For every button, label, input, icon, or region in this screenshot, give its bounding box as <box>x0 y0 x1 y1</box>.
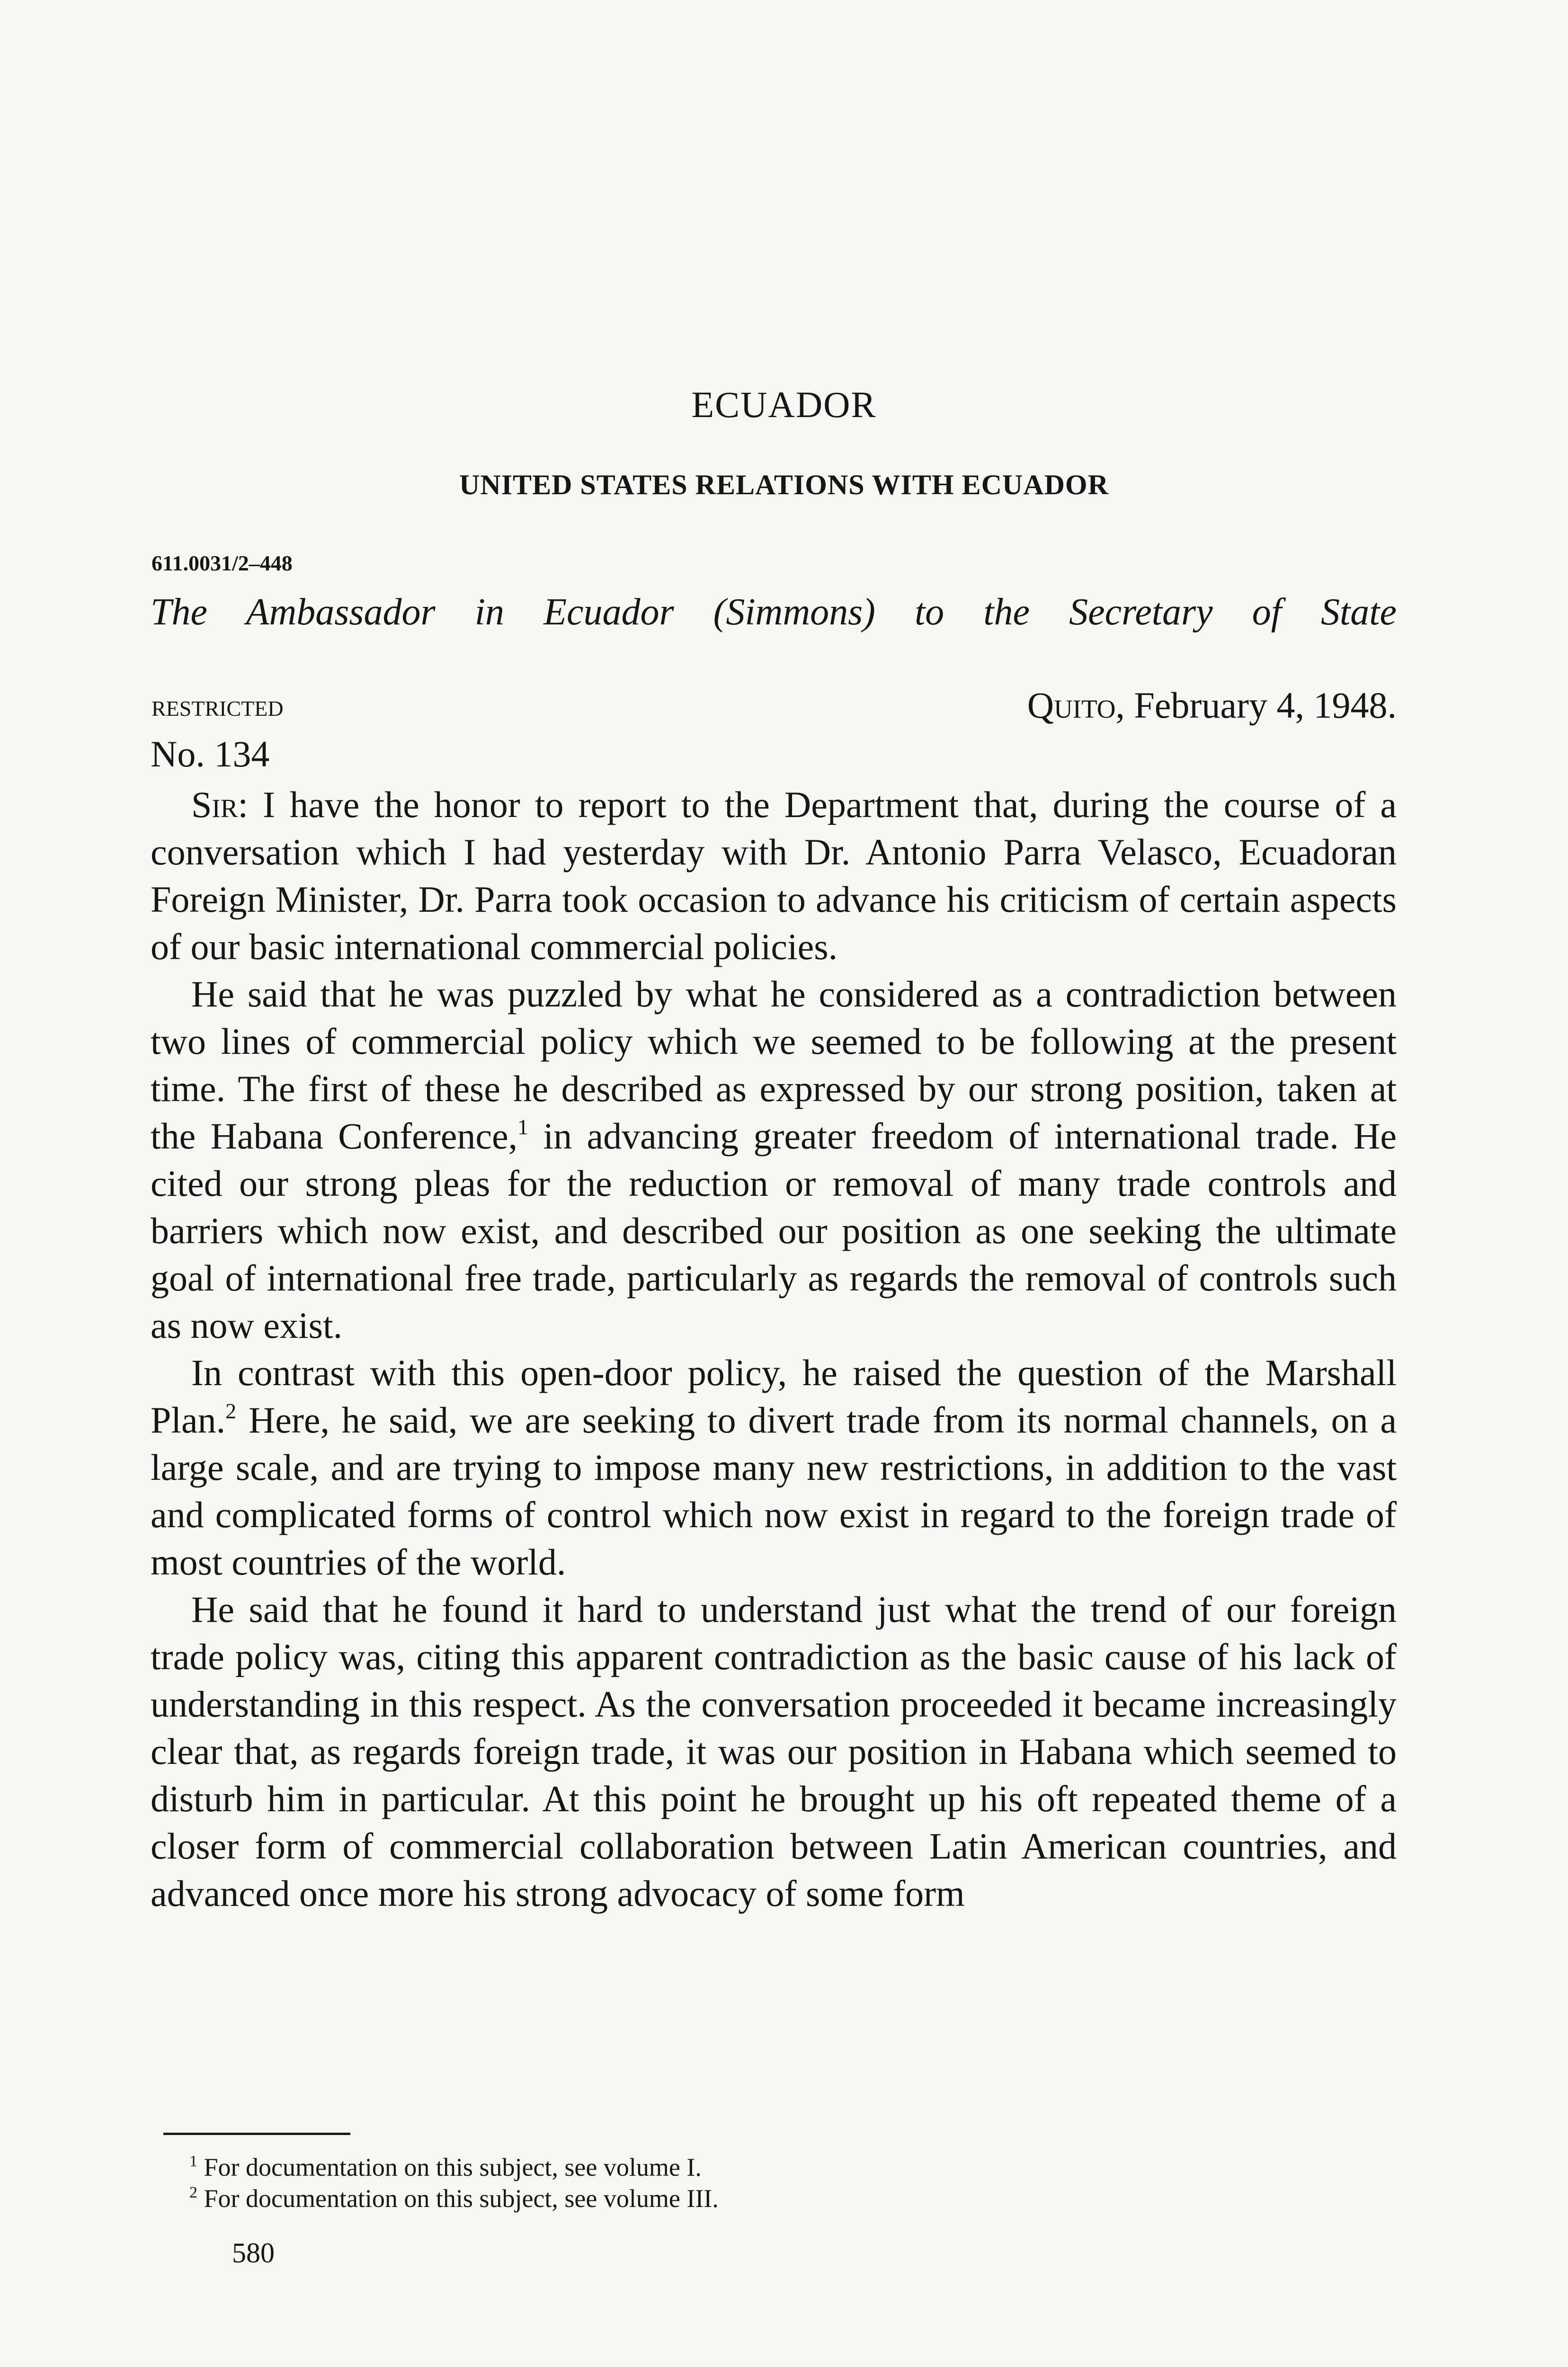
classification-label: RESTRICTED <box>151 696 284 721</box>
footnotes <box>189 2152 719 2214</box>
paragraph-4: He said that he found it hard to understand just what the trend of our foreign trade policy was, citing this apparent contradiction as the basic cause of his lack of understanding in this respect. As the conversation proceeded it became increasingly clear that, as regards foreign trade, it was our position in Habana which seemed to disturb him in particular. At this point he brought up his oft repeated theme of a closer form of commercial collaboration between Latin American countries, and advanced once more his strong advocacy of some form <box>151 1589 1397 1914</box>
footnote-ref-2[interactable]: 2 <box>225 1399 237 1423</box>
paragraph-2-text-a: He said that he was puzzled by what he considered as a contradiction between two lines of commercial policy which we seemed to be following at the present time. The first of these he described as expressed by our strong position, taken at the Habana Conference, <box>151 973 1397 1157</box>
page-number: 580 <box>232 2237 275 2269</box>
paragraph-1 <box>151 781 1397 970</box>
document-number: No. 134 <box>151 733 270 774</box>
paragraph-2 <box>151 970 1397 1349</box>
paragraph-3 <box>151 1349 1397 1586</box>
paragraph-3-text-a: In contrast with this open-door policy, he raised the question of the Marshall Plan. <box>151 1352 1397 1441</box>
footnote-1 <box>189 2152 719 2183</box>
footnote-2-text: For documentation on this subject, see volume III. <box>197 2184 719 2213</box>
footnote-2-mark: 2 <box>189 2184 197 2201</box>
footnote-divider <box>163 2133 350 2135</box>
country-heading: ECUADOR <box>691 384 877 425</box>
footnote-1-text: For documentation on this subject, see volume I. <box>197 2153 702 2181</box>
footnote-1-mark: 1 <box>189 2153 197 2170</box>
letter-body <box>151 781 1397 1917</box>
place-date <box>1027 684 1397 727</box>
paragraph-2-text-b: in advancing greater freedom of international trade. He cited our strong pleas for the reduction or removal of many trade controls and barriers which now exist, and described our position as one seeking the ultimate goal of international free trade, particularly as regards the removal of controls such as now exist. <box>151 1115 1397 1346</box>
place: Quito <box>1027 685 1116 726</box>
section-title: UNITED STATES RELATIONS WITH ECUADOR <box>459 469 1109 500</box>
file-number: 611.0031/2–448 <box>151 551 293 575</box>
paragraph-3-text-b: Here, he said, we are seeking to divert trade from its normal channels, on a large scale, and are trying to impose many new restrictions, in addition to the vast and complicated forms of control which now exist in regard to the foreign trade of most countries of the world. <box>151 1399 1397 1583</box>
document-heading: The Ambassador in Ecuador (Simmons) to the Secretary of State <box>151 591 1397 633</box>
paragraph-1-text: : I have the honor to report to the Department that, during the course of a conversation which I had yesterday with Dr. Antonio Parra Velasco, Ecuadoran Foreign Minister, Dr. Parra took occasion to advance his criticism of certain aspects of our basic international commercial policies. <box>151 784 1397 967</box>
footnote-ref-1[interactable]: 1 <box>517 1115 529 1139</box>
date: , February 4, 1948. <box>1115 685 1397 726</box>
salutation: Sir <box>191 784 238 825</box>
footnote-2 <box>189 2183 719 2214</box>
